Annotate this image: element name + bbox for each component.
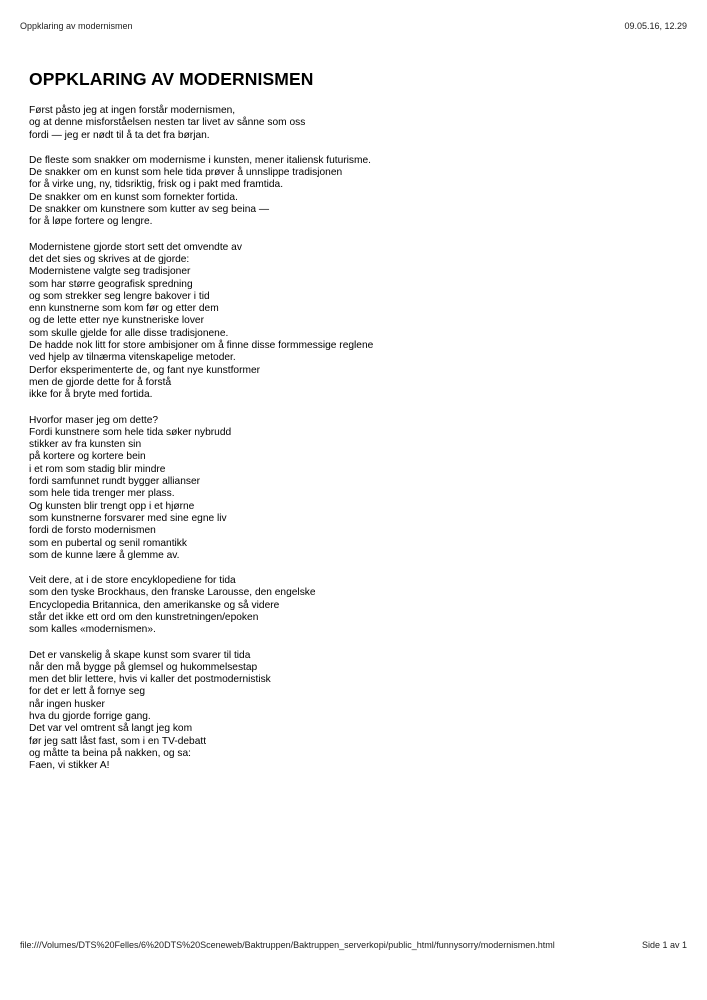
print-header-timestamp: 09.05.16, 12.29 [624,21,687,31]
poem-line: som har større geografisk spredning [29,278,193,290]
poem-line: Det er vanskelig å skape kunst som svarer til tida [29,649,251,661]
poem-line: Veit dere, at i de store encyklopediene for tida [29,575,236,587]
print-header [20,21,687,31]
poem-line: hva du gjorde forrige gang. [29,711,151,723]
stanza [29,575,669,636]
stanza [29,415,669,563]
poem-line: fordi de forsto modernismen [29,525,156,537]
stanza [29,155,669,229]
stanza [29,242,669,402]
poem-line: De snakker om en kunst som fornekter fortida. [29,191,238,203]
poem-line: men de gjorde dette for å forstå [29,376,172,388]
poem-line: ikke for å bryte med fortida. [29,389,153,401]
poem-line: som den tyske Brockhaus, den franske Larousse, den engelske [29,587,316,599]
poem-line: før jeg satt låst fast, som i en TV-debatt [29,735,207,747]
poem-line: enn kunstnerne som kom før og etter dem [29,303,219,315]
poem-line: Derfor eksperimenterte de, og fant nye kunstformer [29,364,261,376]
poem-line: som kunstnerne forsvarer med sine egne liv [29,512,227,524]
poem-line: på kortere og kortere bein [29,451,146,463]
poem-line: når ingen husker [29,698,105,710]
poem-line: Fordi kunstnere som hele tida søker nybrudd [29,426,232,438]
poem-line: og måtte ta beina på nakken, og sa: [29,747,191,759]
poem-line: men det blir lettere, hvis vi kaller det postmodernistisk [29,674,271,686]
poem-line: står det ikke ett ord om den kunstretningen/epoken [29,611,259,623]
poem-line: for å virke ung, ny, tidsriktig, frisk og i pakt med framtida. [29,179,284,191]
poem-line: Faen, vi stikker A! [29,760,110,772]
poem-line: fordi samfunnet rundt bygger allianser [29,476,201,488]
print-header-title: Oppklaring av modernismen [20,21,133,31]
poem-line: Og kunsten blir trengt opp i et hjørne [29,500,195,512]
poem-line: De fleste som snakker om modernisme i kunsten, mener italiensk futurisme. [29,154,371,166]
poem-line: Først påsto jeg at ingen forstår modernismen, [29,105,236,116]
poem-body [29,105,669,773]
page-title: OPPKLARING AV MODERNISMEN [29,69,314,89]
poem-line: De snakker om kunstnere som kutter av seg beina — [29,204,270,216]
poem-line: og at denne misforståelsen nesten tar livet av sånne som oss [29,117,306,129]
poem-line: Modernistene gjorde stort sett det omvendte av [29,241,242,253]
print-footer-page-number: Side 1 av 1 [641,940,687,950]
poem-line: når den må bygge på glemsel og hukommelsestap [29,661,258,673]
poem-line: fordi — jeg er nødt til å ta det fra børjan. [29,129,210,141]
poem-line: som en pubertal og senil romantikk [29,537,187,549]
poem-line: det det sies og skrives at de gjorde: [29,253,190,265]
print-footer [20,940,687,950]
poem-line: Det var vel omtrent så langt jeg kom [29,723,193,735]
poem-line: for å løpe fortere og lengre. [29,216,153,228]
poem-line: for det er lett å fornye seg [29,686,146,698]
poem-line: De snakker om en kunst som hele tida prøver å unnslippe tradisjonen [29,167,343,179]
poem-line: ved hjelp av tilnærma vitenskapelige metoder. [29,352,236,364]
poem-line: og som strekker seg lengre bakover i tid [29,290,210,302]
poem-line: som hele tida trenger mer plass. [29,488,175,500]
poem-line: Encyclopedia Britannica, den amerikanske og så videre [29,599,280,611]
poem-line: Hvorfor maser jeg om dette? [29,414,159,426]
poem-line: som skulle gjelde for alle disse tradisjonene. [29,327,229,339]
poem-line: som de kunne lære å glemme av. [29,549,180,561]
poem-line: som kalles «modernismen». [29,624,156,636]
poem-line: stikker av fra kunsten sin [29,439,142,451]
poem-line: og de lette etter nye kunstneriske lover [29,315,204,327]
page-content [29,68,669,786]
stanza [29,105,669,142]
print-footer-url: file:///Volumes/DTS%20Felles/6%20DTS%20Sceneweb/Baktruppen/Baktruppen_serverkopi/public_html/funnysorry/modernismen.html [20,940,555,950]
poem-line: i et rom som stadig blir mindre [29,463,166,475]
poem-line: Modernistene valgte seg tradisjoner [29,266,191,278]
stanza [29,650,669,773]
poem-line: De hadde nok litt for store ambisjoner om å finne disse formmessige reglene [29,340,374,352]
